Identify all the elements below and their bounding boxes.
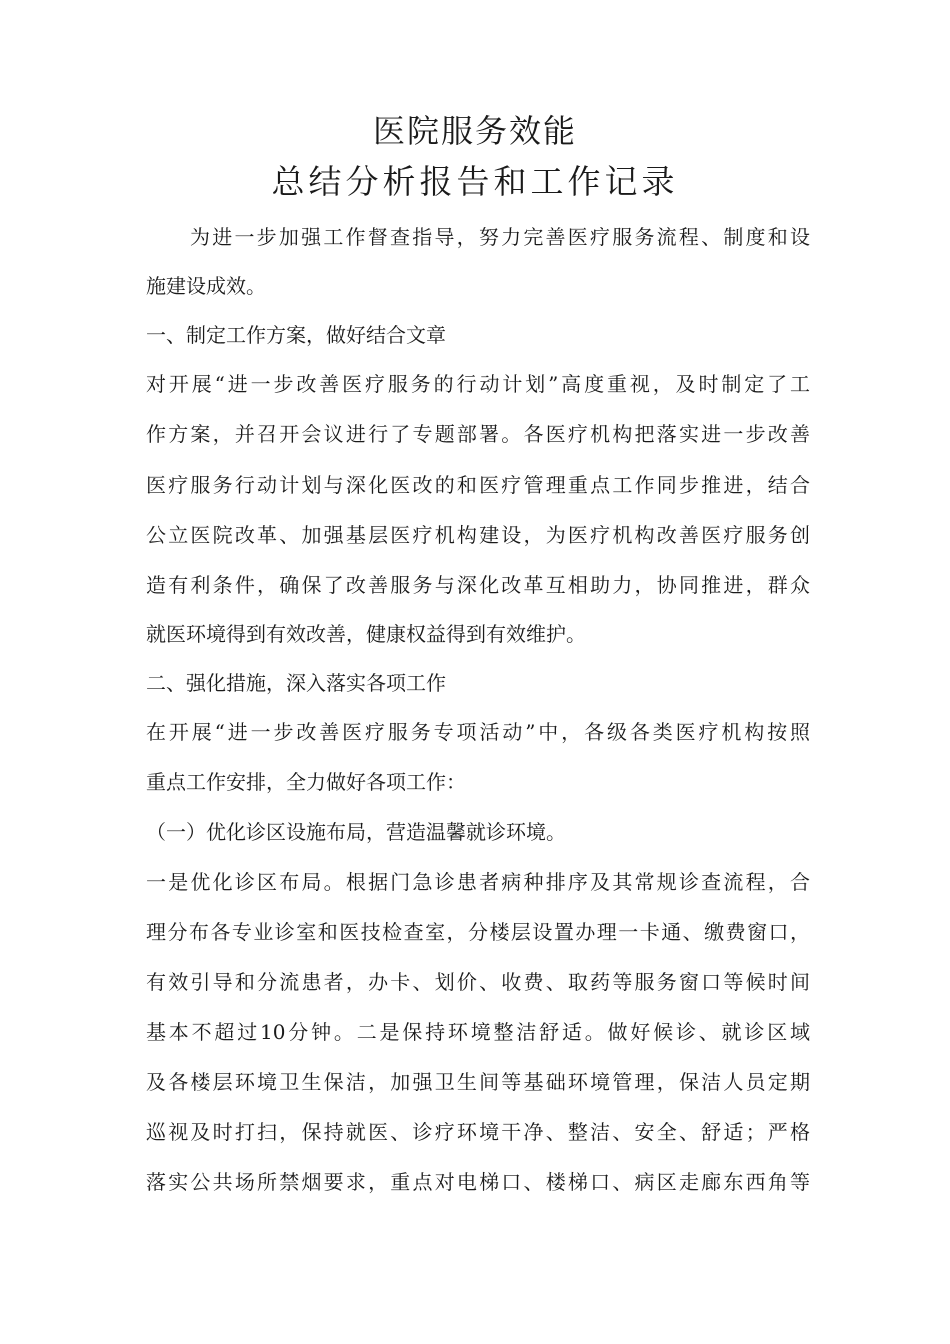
paragraph-line: 理分布各专业诊室和医技检查室，分楼层设置办理一卡通、缴费窗口， [146,920,810,944]
paragraph-line: 医疗服务行动计划与深化医改的和医疗管理重点工作同步推进，结合 [146,473,810,497]
paragraph-line: 为进一步加强工作督查指导，努力完善医疗服务流程、制度和设 [190,225,810,249]
paragraph-line: 在开展“进一步改善医疗服务专项活动”中，各级各类医疗机构按照 [146,720,810,744]
paragraph-line: 落实公共场所禁烟要求，重点对电梯口、楼梯口、病区走廊东西角等 [146,1170,810,1194]
paragraph-line: 巡视及时打扫，保持就医、诊疗环境干净、整洁、安全、舒适；严格 [146,1120,810,1144]
document-subtitle: 总结分析报告和工作记录 [271,162,679,201]
paragraph-line: 作方案，并召开会议进行了专题部署。各医疗机构把落实进一步改善 [146,422,810,446]
paragraph-line: 造有利条件，确保了改善服务与深化改革互相助力，协同推进，群众 [146,573,810,597]
document-title: 医院服务效能 [372,112,577,150]
paragraph-line: 有效引导和分流患者，办卡、划价、收费、取药等服务窗口等候时间 [146,970,810,994]
paragraph-line: 就医环境得到有效改善，健康权益得到有效维护。 [146,622,586,646]
section-heading: 一、制定工作方案，做好结合文章 [146,323,446,347]
paragraph-line: 及各楼层环境卫生保洁，加强卫生间等基础环境管理，保洁人员定期 [146,1070,810,1094]
paragraph-line: 公立医院改革、加强基层医疗机构建设，为医疗机构改善医疗服务创 [146,523,810,547]
paragraph-line: 基本不超过10分钟。二是保持环境整洁舒适。做好候诊、就诊区域 [146,1020,810,1044]
section-heading: 二、强化措施，深入落实各项工作 [146,671,446,695]
paragraph-line: 对开展“进一步改善医疗服务的行动计划”高度重视，及时制定了工 [146,372,810,396]
paragraph-line: 重点工作安排，全力做好各项工作： [146,770,466,794]
subsection-heading: （一）优化诊区设施布局，营造温馨就诊环境。 [146,820,566,844]
paragraph-line: 一是优化诊区布局。根据门急诊患者病种排序及其常规诊查流程，合 [146,870,810,894]
paragraph-line: 施建设成效。 [146,274,266,298]
